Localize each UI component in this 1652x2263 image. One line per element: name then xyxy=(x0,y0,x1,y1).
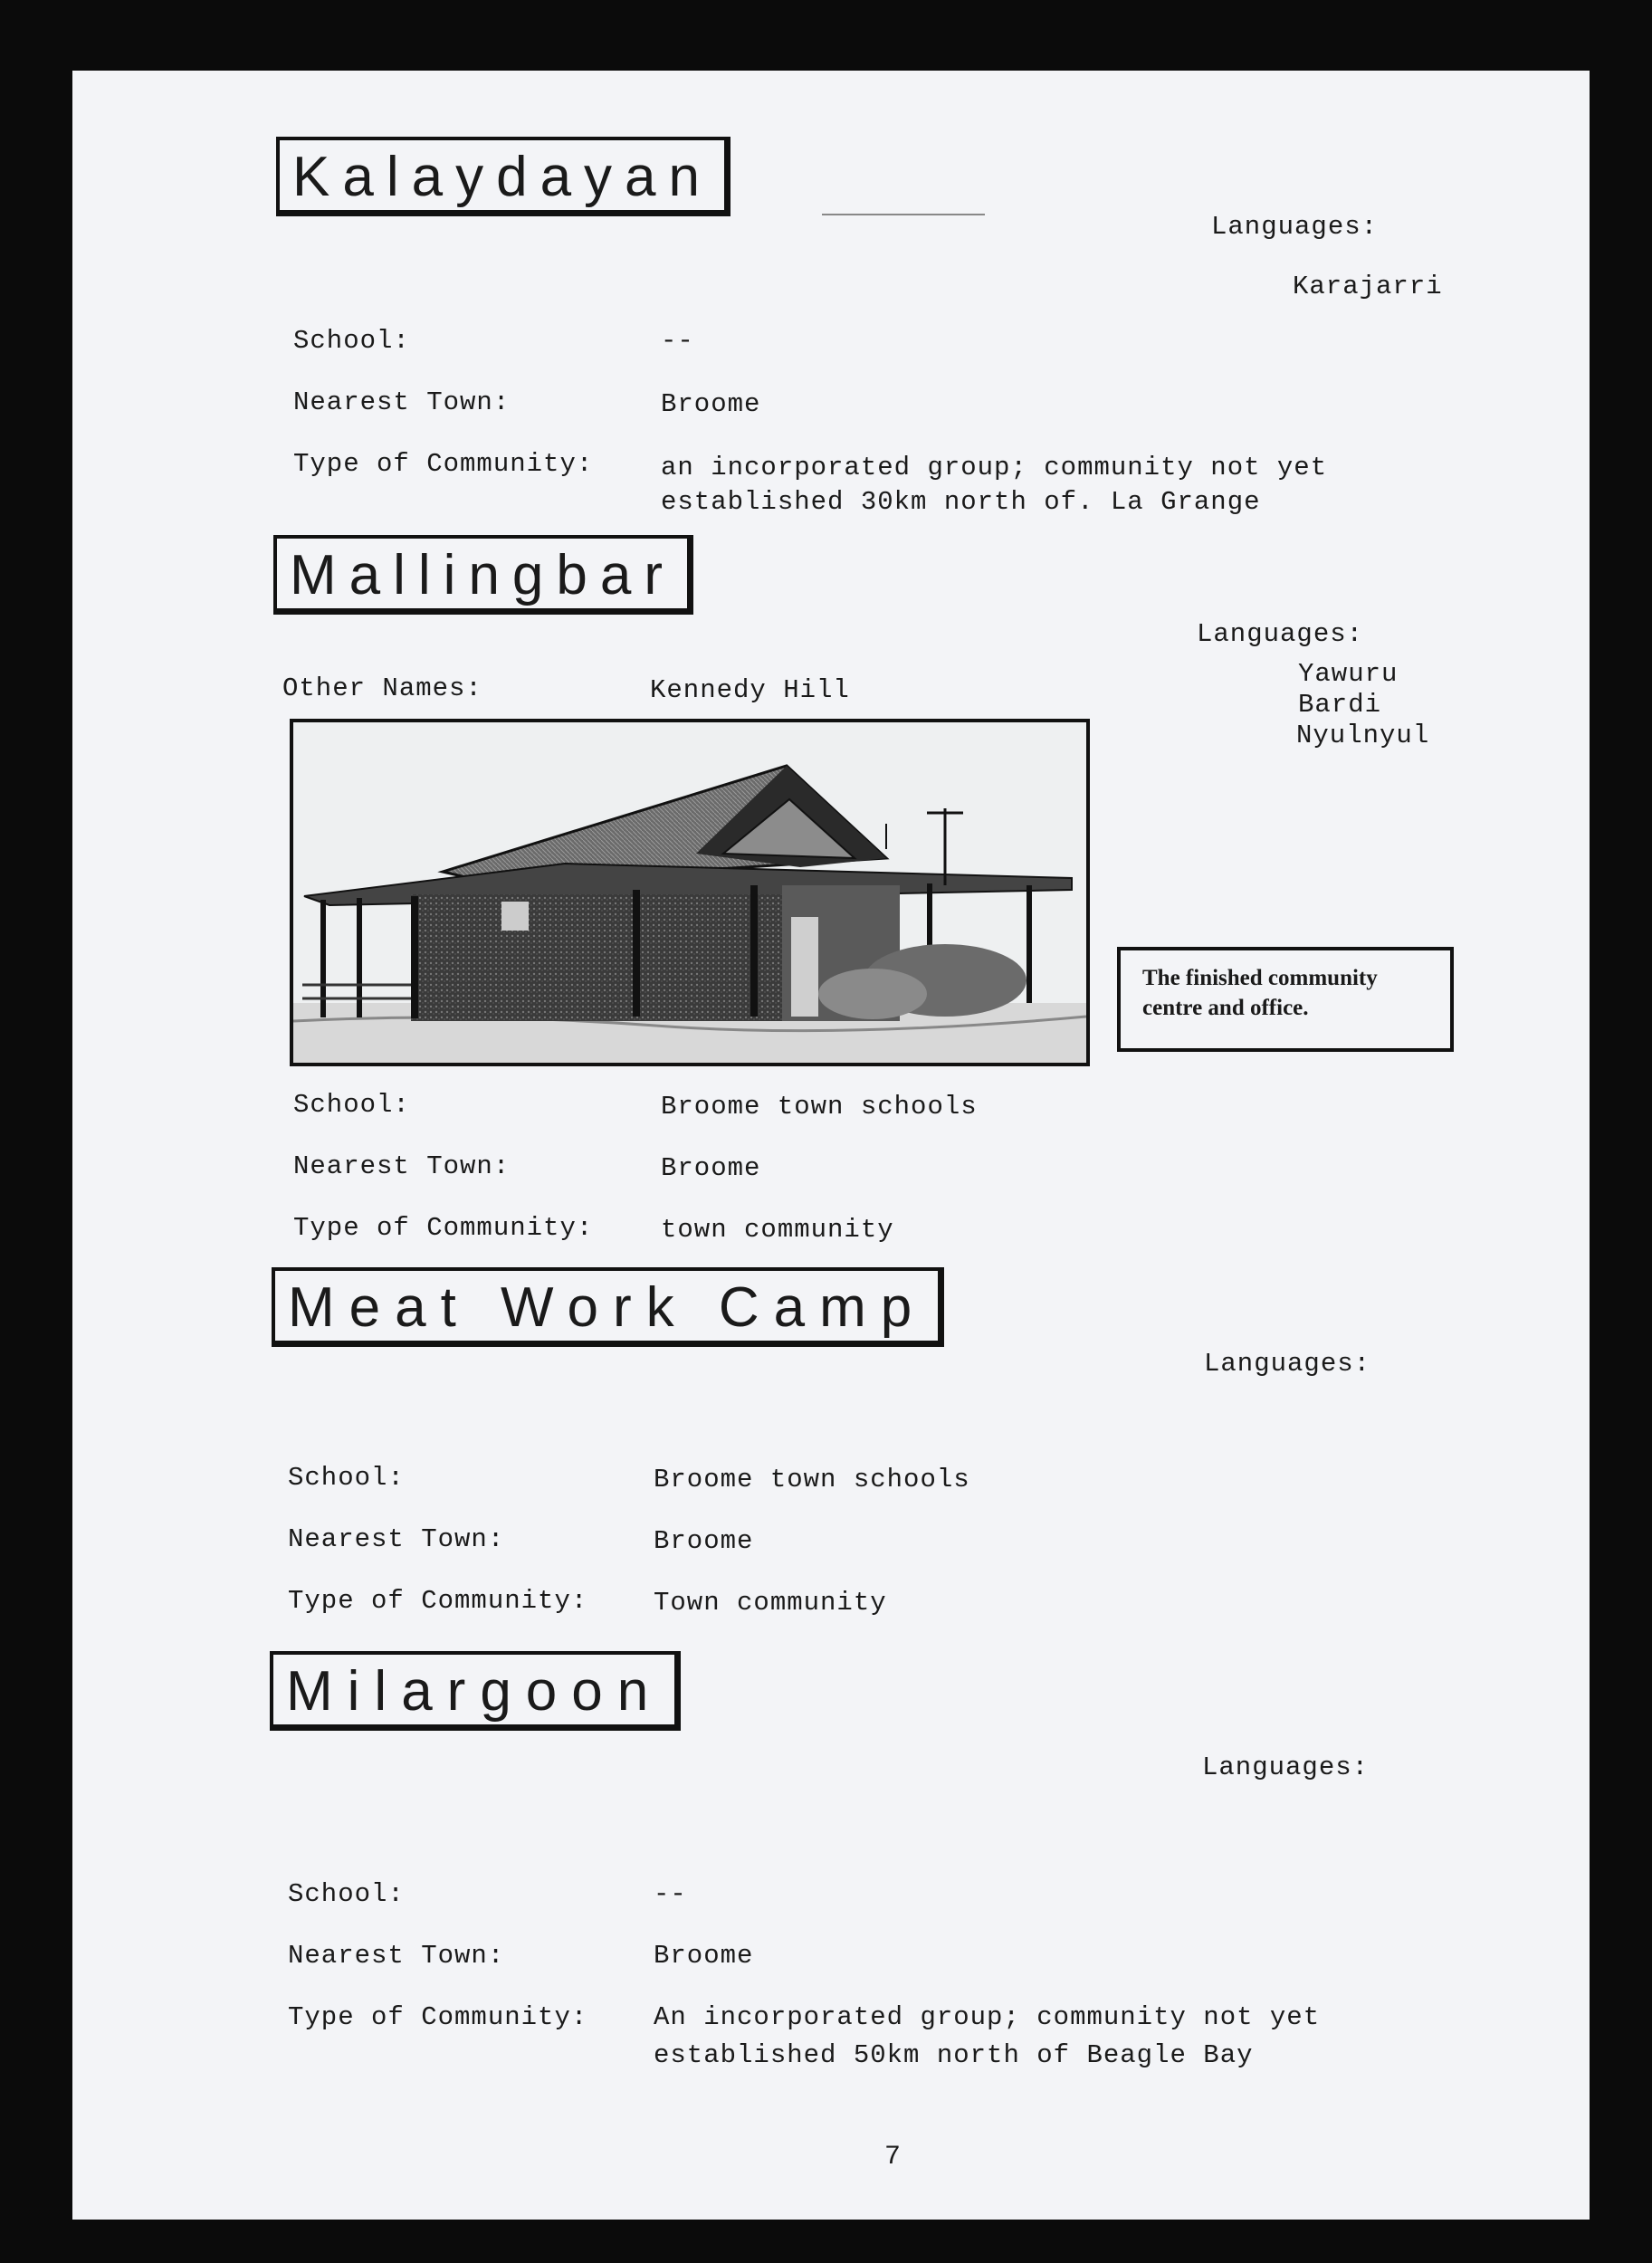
school-label: School: xyxy=(288,1879,405,1909)
nearest-town-value: Broome xyxy=(661,389,761,419)
school-value: -- xyxy=(661,326,694,356)
community-type-value-line2: established 30km north of. La Grange xyxy=(661,487,1261,517)
community-type-label: Type of Community: xyxy=(288,1586,588,1616)
school-label: School: xyxy=(293,326,410,356)
nearest-town-value: Broome xyxy=(654,1526,754,1556)
school-value: -- xyxy=(654,1879,687,1909)
community-type-value: town community xyxy=(661,1215,894,1245)
school-label: School: xyxy=(288,1463,405,1493)
school-value: Broome town schools xyxy=(661,1092,978,1122)
language-item: Nyulnyul xyxy=(1296,721,1430,750)
nearest-town-label: Nearest Town: xyxy=(288,1941,505,1971)
document-page xyxy=(72,71,1590,2220)
languages-label: Languages: xyxy=(1211,212,1379,242)
language-item: Karajarri xyxy=(1293,272,1443,301)
community-type-label: Type of Community: xyxy=(293,449,594,479)
building-photo-image xyxy=(293,722,1086,1063)
other-names-label: Other Names: xyxy=(282,673,482,703)
photo-caption: The finished community centre and office. xyxy=(1117,947,1454,1052)
language-item: Bardi xyxy=(1298,690,1382,720)
community-type-label: Type of Community: xyxy=(293,1213,594,1243)
nearest-town-value: Broome xyxy=(661,1153,761,1183)
languages-label: Languages: xyxy=(1202,1752,1370,1782)
nearest-town-label: Nearest Town: xyxy=(288,1524,505,1554)
community-type-value: Town community xyxy=(654,1588,887,1618)
community-type-value: an incorporated group; community not yet xyxy=(661,453,1328,482)
school-label: School: xyxy=(293,1090,410,1120)
nearest-town-value: Broome xyxy=(654,1941,754,1971)
language-item: Yawuru xyxy=(1298,659,1399,689)
community-title-milargoon: Milargoon xyxy=(270,1651,681,1731)
nearest-town-label: Nearest Town: xyxy=(293,1151,511,1181)
community-type-value: An incorporated group; community not yet xyxy=(654,2002,1321,2032)
community-title-mallingbar: Mallingbar xyxy=(273,535,693,615)
school-value: Broome town schools xyxy=(654,1465,970,1494)
community-type-label: Type of Community: xyxy=(288,2002,588,2032)
nearest-town-label: Nearest Town: xyxy=(293,387,511,417)
community-type-value-line2: established 50km north of Beagle Bay xyxy=(654,2040,1254,2070)
community-title-kalaydayan: Kalaydayan xyxy=(276,137,731,216)
other-names-value: Kennedy Hill xyxy=(650,675,850,705)
languages-label: Languages: xyxy=(1197,619,1364,649)
community-title-meat-work-camp: Meat Work Camp xyxy=(272,1267,944,1347)
page-number: 7 xyxy=(884,2142,902,2172)
divider-line xyxy=(822,214,985,215)
community-centre-photo xyxy=(290,719,1090,1066)
languages-label: Languages: xyxy=(1204,1349,1371,1379)
